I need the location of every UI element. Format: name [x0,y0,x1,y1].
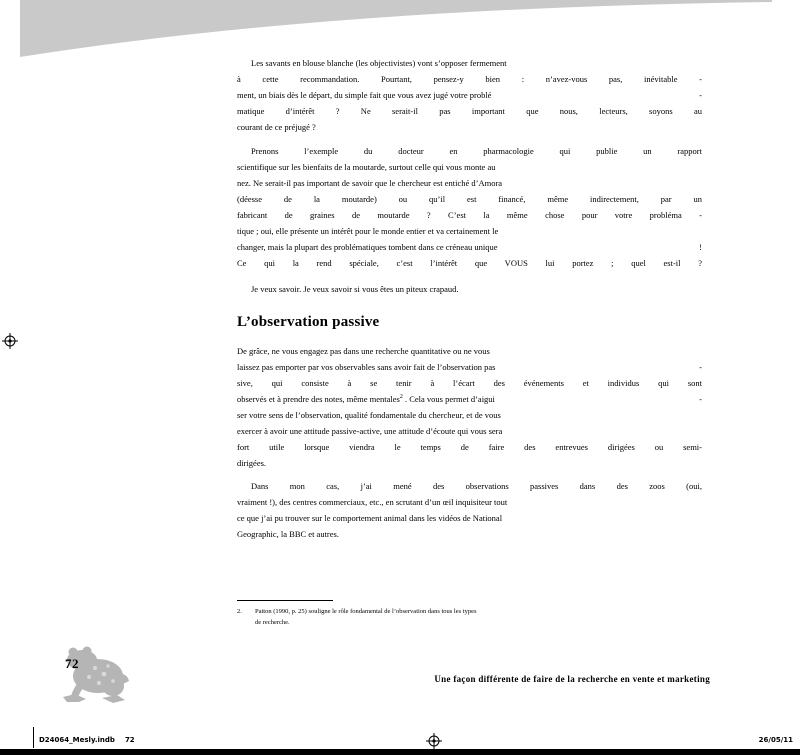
paragraph [237,281,702,297]
footnote-number: 2. [237,608,242,615]
text-line: scientifique sur les bienfaits de la moutarde, surtout celle qui vous monte au [237,162,496,172]
pushed-punctuation: - [699,362,702,372]
footnote-line [237,606,702,617]
paragraph [237,55,702,135]
text-line [237,87,702,103]
text-line: courant de ce préjugé ? [237,122,316,132]
text-line: sive, qui consiste à se tenir à l’écart des événements et individus qui sont [237,378,702,388]
text-line-body: changer, mais la plupart des problématiques tombent dans ce créneau unique [237,242,498,252]
text-column [237,55,702,542]
text-line: matique d’intérêt ? Ne serait-il pas important que nous, lecteurs, soyons au [237,106,702,116]
text-line: (déesse de la moutarde) ou qu’il est financé, même indirectement, par un [237,194,702,204]
text-line: Prenons l’exemple du docteur en pharmacologie qui publie un rapport [251,146,702,156]
section-heading: L’observation passive [237,314,380,330]
page-curl-graphic [0,0,800,60]
footnote-reference: 2 [399,394,403,400]
toad-silhouette-icon [58,645,132,709]
text-line: Je veux savoir. Je veux savoir si vous êtes un piteux crapaud. [251,284,459,294]
slug-date: 26/05/11 [758,736,793,744]
footnote-line: de recherche. [255,619,290,626]
text-line-body: laissez pas emporter par vos observables sans avoir fait de l’observation pas [237,362,496,372]
slug-filename [39,736,135,744]
crop-mark [33,727,34,748]
footnote [237,600,702,628]
text-line: nez. Ne serait-il pas important de savoir que le chercheur est entiché d’Amora [237,178,503,188]
text-line: ser votre sens de l’observation, qualité fondamentale du chercheur, et de vous [237,410,501,420]
text-line-body: observés et à prendre des notes, même mentales$^2$ . Cela vous permet d’aigui [237,394,495,404]
text-line: Dans mon cas, j’ai mené des observations passives dans des zoos (oui, [251,481,702,491]
footnote-text: Patton (1990, p. 25) souligne le rôle fondamental de l’observation dans tous les types [255,608,477,615]
slug-filename-text: D24064_Mesly.indb [39,736,115,744]
text-line: exercer à avoir une attitude passive-active, une attitude d’écoute qui vous sera [237,426,503,436]
text-line: Geographic, la BBC et autres. [237,529,339,539]
pushed-punctuation: - [699,394,702,404]
text-line-body: ment, un biais dès le départ, du simple fait que vous avez jugé votre problé [237,90,492,100]
text-line: fabricant de graines de moutarde ? C’est la même chose pour votre probléma - [237,210,702,220]
pushed-punctuation: - [699,90,702,100]
text-line: à cette recommandation. Pourtant, pensez-y bien : n’avez-vous pas, inévitable - [237,74,702,84]
text-line: dirigées. [237,458,267,468]
slug-page-number: 72 [124,736,135,744]
pushed-punctuation: ! [699,242,702,252]
text-line: Ce qui la rend spéciale, c’est l’intérêt que VOUS lui portez ; quel est-il ? [237,258,702,268]
paragraph [237,343,702,471]
page-number: 72 [65,656,79,671]
text-line: ce que j’ai pu trouver sur le comportement animal dans les vidéos de National [237,513,503,523]
running-footer: Une façon différente de faire de la recherche en vente et marketing [434,674,710,684]
text-line [237,391,702,407]
paragraph [237,143,702,271]
registration-mark-icon [426,733,442,749]
text-line: tique ; oui, elle présente un intérêt pour le monde entier et va certainement le [237,226,499,236]
text-line [237,359,702,375]
paragraph [237,478,702,542]
text-line: De grâce, ne vous engagez pas dans une recherche quantitative ou ne vous [237,346,490,356]
text-line: Les savants en blouse blanche (les objectivistes) vont s’opposer fermement [251,58,507,68]
footnote-rule [237,600,333,601]
text-line [237,239,702,255]
registration-mark-icon [2,333,18,349]
text-line: fort utile lorsque viendra le temps de faire des entrevues dirigées ou semi- [237,442,702,452]
text-line: vraiment !), des centres commerciaux, etc., en scrutant d’un œil inquisiteur tout [237,497,508,507]
bottom-bar [0,749,800,755]
